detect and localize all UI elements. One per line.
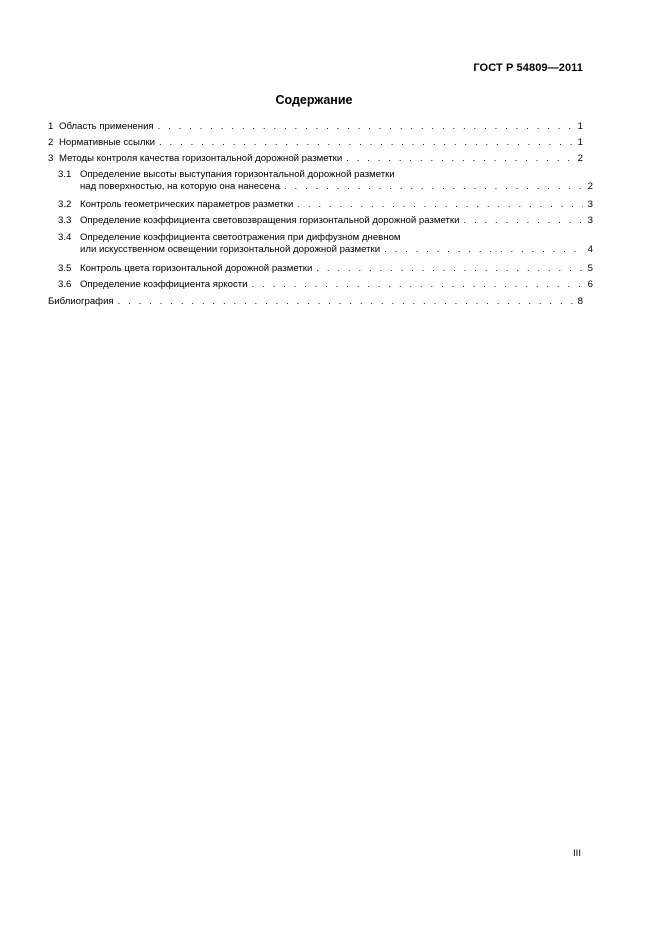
toc-entry-page: 8 xyxy=(577,296,583,307)
page-number: III xyxy=(573,848,581,859)
toc-entry-3-6[interactable] xyxy=(48,279,593,290)
toc-entry-title-continued: или искусственном освещении горизонтальной дорожной разметки xyxy=(80,244,381,255)
toc-entry-title: Определение коэффициента световозвращения горизонтальной дорожной разметки xyxy=(80,215,460,226)
toc-entry-1[interactable] xyxy=(48,121,583,132)
toc-entry-page: 2 xyxy=(577,153,583,164)
toc-entry-title-continued: над поверхностью, на которую она нанесена xyxy=(80,181,281,192)
leader-dots xyxy=(316,263,583,274)
leader-dots xyxy=(158,121,573,132)
toc-entry-number: 3.6 xyxy=(58,279,72,290)
toc-entry-number: 1 xyxy=(48,121,54,132)
toc-entry-number: 3.1 xyxy=(58,169,72,180)
toc-entry-bibliography[interactable] xyxy=(48,296,583,307)
toc-entry-page: 4 xyxy=(587,244,593,255)
toc-entry-3-2[interactable] xyxy=(48,199,593,210)
toc-entry-3[interactable] xyxy=(48,153,583,164)
toc-entry-page: 1 xyxy=(577,137,583,148)
toc-entry-title: Методы контроля качества горизонтальной дорожной разметки xyxy=(59,153,343,164)
toc-entry-title: Область применения xyxy=(59,121,154,132)
toc-entry-page: 3 xyxy=(587,199,593,210)
toc-entry-title: Определение коэффициента светоотражения при диффузном дневном xyxy=(80,232,401,243)
leader-dots xyxy=(252,279,583,290)
toc-title: Содержание xyxy=(275,93,353,107)
leader-dots xyxy=(284,181,583,192)
toc-entry-number: 3 xyxy=(48,153,54,164)
toc-entry-title: Определение высоты выступания горизонтальной дорожной разметки xyxy=(80,169,395,180)
toc-entry-number: 2 xyxy=(48,137,54,148)
toc-entry-number: 3.5 xyxy=(58,263,72,274)
leader-dots xyxy=(346,153,573,164)
leader-dots xyxy=(297,199,583,210)
document-code: ГОСТ Р 54809—2011 xyxy=(473,62,583,74)
toc-entry-title: Определение коэффициента яркости xyxy=(80,279,248,290)
toc-entry-2[interactable] xyxy=(48,137,583,148)
toc-entry-page: 6 xyxy=(587,279,593,290)
leader-dots xyxy=(384,244,583,255)
leader-dots xyxy=(118,296,573,307)
leader-dots xyxy=(159,137,573,148)
toc-entry-title: Контроль цвета горизонтальной дорожной разметки xyxy=(80,263,313,274)
toc-entry-number: 3.2 xyxy=(58,199,72,210)
toc-entry-title: Нормативные ссылки xyxy=(59,137,156,148)
toc-entry-3-5[interactable] xyxy=(48,263,593,274)
toc-entry-number: 3.3 xyxy=(58,215,72,226)
toc-entry-number: 3.4 xyxy=(58,232,72,243)
toc-entry-title: Библиография xyxy=(48,296,114,307)
toc-entry-page: 1 xyxy=(577,121,583,132)
toc-entry-page: 5 xyxy=(587,263,593,274)
toc-entry-3-4[interactable] xyxy=(48,232,593,255)
leader-dots xyxy=(463,215,583,226)
toc-entry-title: Контроль геометрических параметров разметки xyxy=(80,199,294,210)
toc-entry-3-1[interactable] xyxy=(48,169,593,192)
toc-entry-page: 3 xyxy=(587,215,593,226)
toc-entry-3-3[interactable] xyxy=(48,215,593,226)
toc-entry-page: 2 xyxy=(587,181,593,192)
